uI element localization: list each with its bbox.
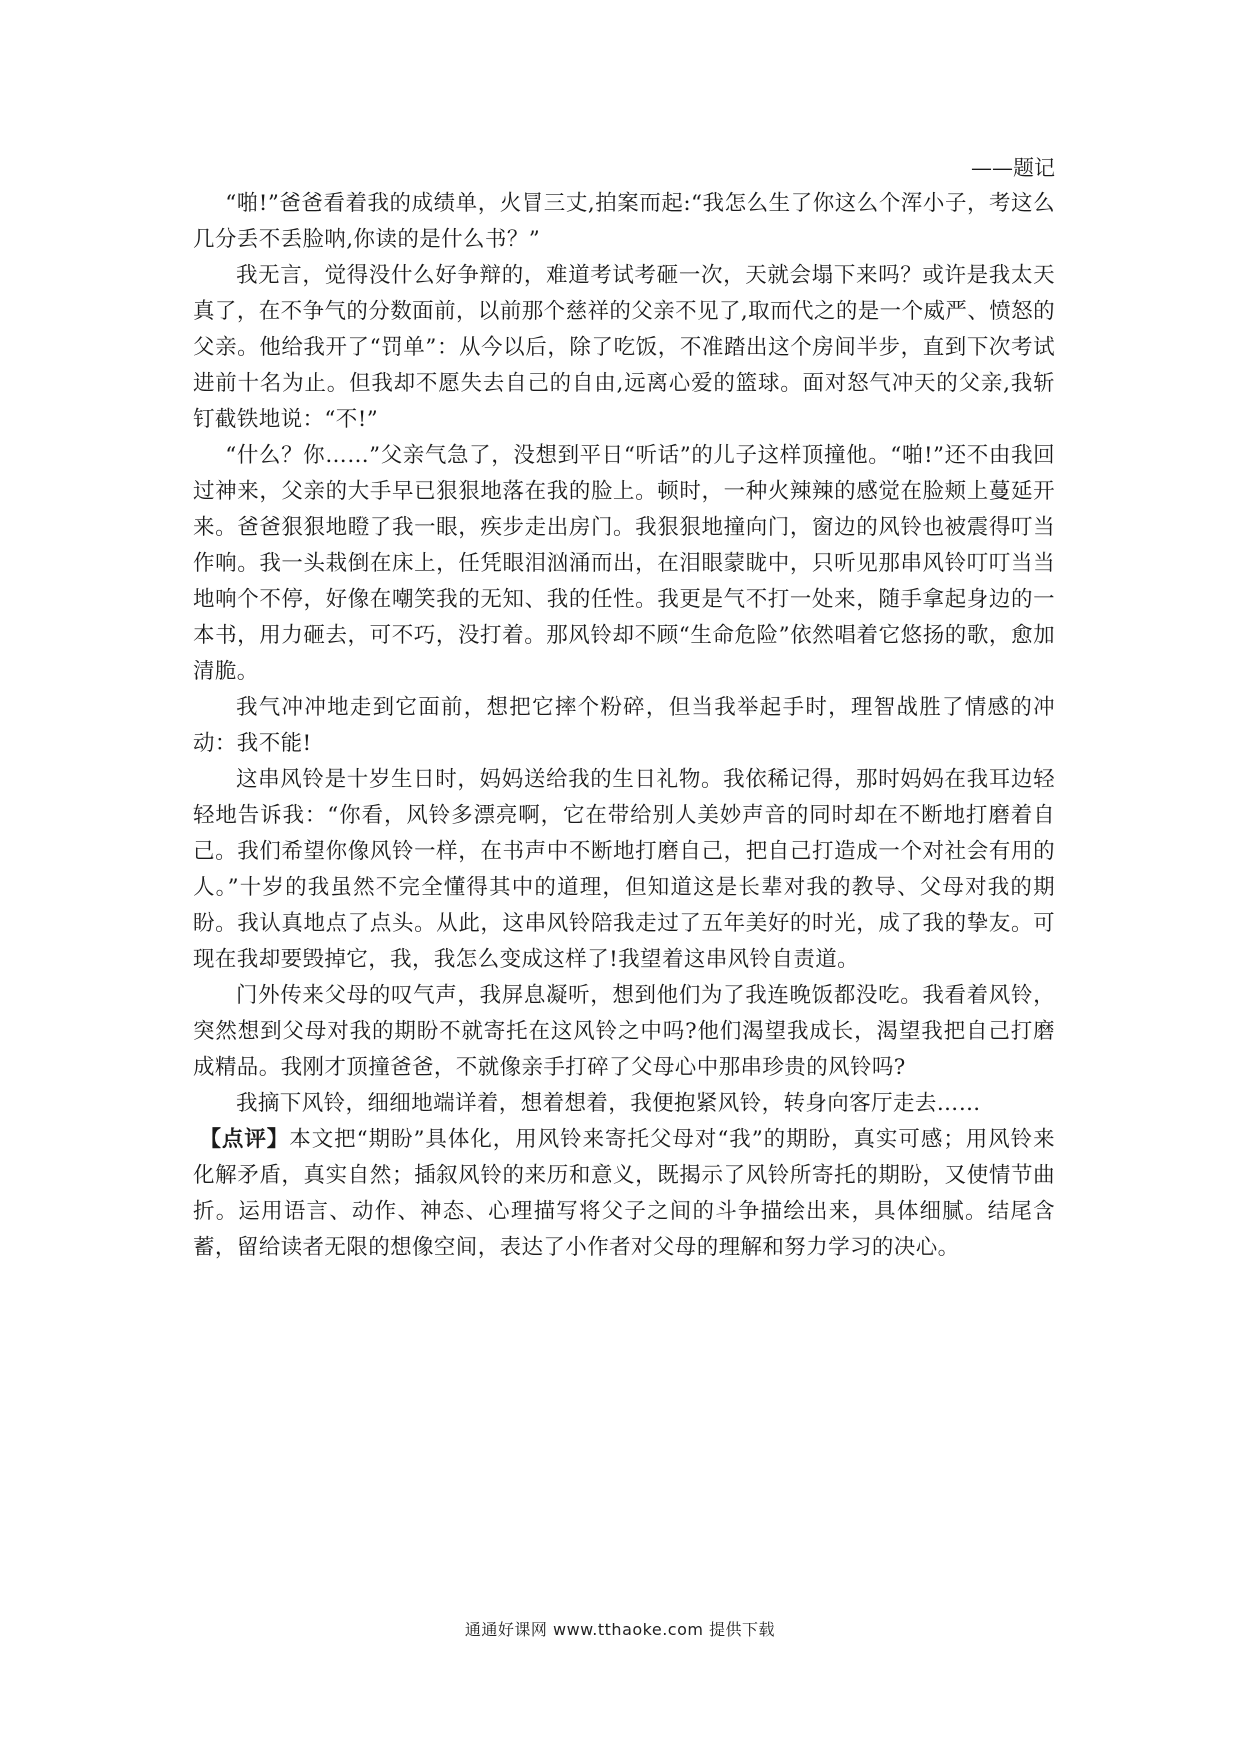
article-body — [193, 150, 1055, 1266]
review-text: 本文把“期盼”具体化，用风铃来寄托父母对“我”的期盼，真实可感；用风铃来化解矛盾，真实自然；插叙风铃的来历和意义，既揭示了风铃所寄托的期盼，又使情节曲折。运用语言、动作、神态、心理描写将父子之间的斗争描绘出来，具体细腻。结尾含蓄，留给读者无限的想像空间，表达了小作者对父母的理解和努力学习的决心。 — [193, 1127, 1055, 1260]
paragraph-5: 这串风铃是十岁生日时，妈妈送给我的生日礼物。我依稀记得，那时妈妈在我耳边轻轻地告诉我：“你看，风铃多漂亮啊，它在带给别人美妙声音的同时却在不断地打磨着自己。我们希望你像风铃一样，在书声中不断地打磨自己，把自己打造成一个对社会有用的人。”十岁的我虽然不完全懂得其中的道理，但知道这是长辈对我的教导、父母对我的期盼。我认真地点了点头。从此，这串风铃陪我走过了五年美好的时光，成了我的挚友。可现在我却要毁掉它，我，我怎么变成这样了!我望着这串风铃自责道。 — [193, 767, 1055, 972]
paragraph-4: 我气冲冲地走到它面前，想把它摔个粉碎，但当我举起手时，理智战胜了情感的冲动：我不能! — [193, 695, 1055, 756]
review-paragraph — [193, 1122, 1055, 1266]
paragraph-7: 我摘下风铃，细细地端详着，想着想着，我便抱紧风铃，转身向客厅走去…… — [236, 1091, 981, 1116]
paragraph-2: 我无言，觉得没什么好争辩的，难道考试考砸一次，天就会塌下来吗？或许是我太天真了，在不争气的分数面前，以前那个慈祥的父亲不见了,取而代之的是一个威严、愤怒的父亲。他给我开了“罚单”：从今以后，除了吃饭，不准踏出这个房间半步，直到下次考试进前十名为止。但我却不愿失去自己的自由,远离心爱的篮球。面对怒气冲天的父亲,我斩钉截铁地说：“不!” — [193, 263, 1055, 432]
paragraph-1: “啪!”爸爸看着我的成绩单，火冒三丈,拍案而起:“我怎么生了你这么个浑小子，考这么几分丢不丢脸呐,你读的是什么书？” — [193, 191, 1055, 252]
epigraph-signature: ——题记 — [971, 156, 1055, 180]
paragraph-3: “什么？你……”父亲气急了，没想到平日“听话”的儿子这样顶撞他。“啪!”还不由我回过神来，父亲的大手早已狠狠地落在我的脸上。顿时，一种火辣辣的感觉在脸颊上蔓延开来。爸爸狠狠地瞪了我一眼，疾步走出房门。我狠狠地撞向门，窗边的风铃也被震得叮当作响。我一头栽倒在床上，任凭眼泪汹涌而出，在泪眼蒙眬中，只听见那串风铃叮叮当当地响个不停，好像在嘲笑我的无知、我的任性。我更是气不打一处来，随手拿起身边的一本书，用力砸去，可不巧，没打着。那风铃却不顾“生命危险”依然唱着它悠扬的歌，愈加清脆。 — [193, 443, 1055, 684]
review-label: 【点评】 — [199, 1127, 290, 1152]
paragraph-6: 门外传来父母的叹气声，我屏息凝听，想到他们为了我连晚饭都没吃。我看着风铃，突然想到父母对我的期盼不就寄托在这风铃之中吗?他们渴望我成长，渴望我把自己打磨成精品。我刚才顶撞爸爸，不就像亲手打碎了父母心中那串珍贵的风铃吗? — [193, 983, 1055, 1080]
footer-credit: 通通好课网 www.tthaoke.com 提供下载 — [464, 1620, 776, 1639]
